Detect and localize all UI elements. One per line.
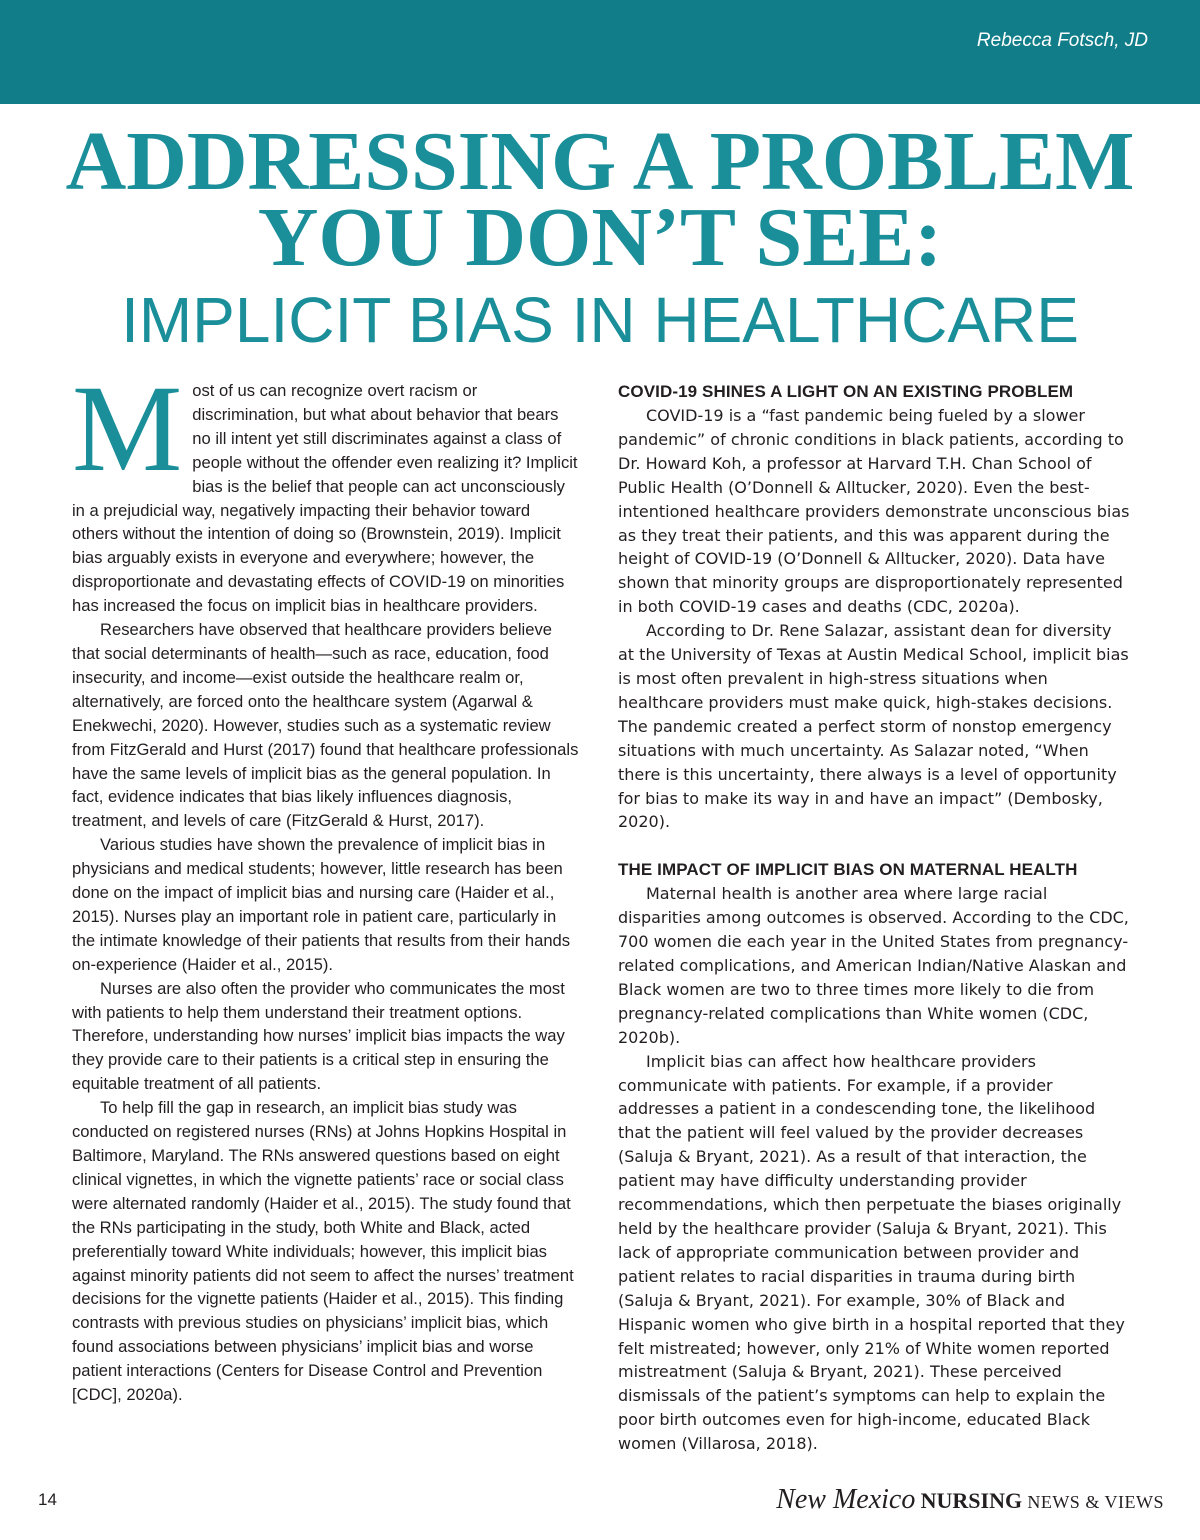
right-column	[618, 379, 1130, 1456]
paragraph-text: ost of us can recognize overt racism or discrimination, but what about behavior that bears no ill intent yet still discriminates against a class of people without the offender even realizing it? Implicit bias is the belief that people can act unconsciously in a prejudicial way, negatively impacting their behavior toward others without the intention of doing so (Brownstein, 2019). Implicit bias arguably exists in everyone and everywhere; however, the disproportionate and devastating effects of COVID-19 on minorities has increased the focus on implicit bias in healthcare providers.	[72, 381, 578, 616]
paragraph: Researchers have observed that healthcare providers believe that social determinants of health—such as race, education, food insecurity, and income—exist outside the healthcare realm or, alternatively, are forced onto the healthcare system (Agarwal & Enekwechi, 2020). However, studies such as a systematic review from FitzGerald and Hurst (2017) found that healthcare professionals have the same levels of implicit bias as the general population. In fact, evidence indicates that bias likely influences diagnosis, treatment, and levels of care (FitzGerald & Hurst, 2017).	[72, 620, 579, 831]
title-line-2: YOU DON’T SEE:	[257, 191, 943, 284]
paragraph: According to Dr. Rene Salazar, assistant dean for diversity at the University of Texas at Austin Medical School, implicit bias is most often prevalent in high-stress situations when healthcare providers must make quick, high-stakes decisions. The pandemic created a perfect storm of nonstop emergency situations with much uncertainty. As Salazar noted, “When there is this uncertainty, there always is a level of opportunity for bias to make its way in and have an impact” (Dembosky, 2020).	[618, 621, 1129, 832]
masthead-rest: NEWS & VIEWS	[1027, 1492, 1164, 1512]
section-spacer	[618, 834, 1130, 857]
paragraph: Maternal health is another area where large racial disparities among outcomes is observed. According to the CDC, 700 women die each year in the United States from pregnancy-related complications, and American Indian/Native Alaskan and Black women are two to three times more likely to die from pregnancy-related complications than White women (CDC, 2020b).	[618, 884, 1129, 1047]
title-line-1: ADDRESSING A PROBLEM	[65, 115, 1135, 208]
paragraph	[72, 360, 580, 618]
page-number: 14	[38, 1490, 57, 1509]
paragraph: Various studies have shown the prevalence of implicit bias in physicians and medical students; however, little research has been done on the impact of implicit bias and nursing care (Haider et al., 2015). Nurses play an important role in patient care, particularly in the intimate knowledge of their patients that results from their hands on-experience (Haider et al., 2015).	[72, 835, 571, 974]
author-byline: Rebecca Fotsch, JD	[976, 30, 1148, 51]
masthead-script: New Mexico	[776, 1484, 916, 1515]
left-column	[72, 360, 580, 1407]
article-title	[0, 115, 1200, 284]
section-heading: THE IMPACT OF IMPLICIT BIAS ON MATERNAL HEALTH	[618, 860, 1078, 880]
paragraph: Nurses are also often the provider who communicates the most with patients to help them understand their treatment options. Therefore, understanding how nurses’ implicit bias impacts the way they provide care to their patients is a critical step in ensuring the equitable treatment of all patients.	[72, 978, 565, 1094]
paragraph: Implicit bias can affect how healthcare providers communicate with patients. For example, if a provider addresses a patient in a condescending tone, the likelihood that the patient will feel valued by the provider decreases (Saluja & Bryant, 2021). As a result of that interaction, the patient may have difficulty understanding provider recommendations, which then perpetuate the biases originally held by the healthcare provider (Saluja & Bryant, 2021). This lack of appropriate communication between provider and patient relates to racial disparities in trauma during birth (Saluja & Bryant, 2021). For example, 30% of Black and Hispanic women who give birth in a hospital reported that they felt mistreated; however, only 21% of White women reported mistreatment (Saluja & Bryant, 2021). These perceived dismissals of the patient’s symptoms can help to explain the poor birth outcomes even for high-income, educated Black women (Villarosa, 2018).	[618, 1051, 1125, 1454]
masthead-bold: NURSING	[920, 1488, 1023, 1513]
paragraph: COVID-19 is a “fast pandemic being fueled by a slower pandemic” of chronic conditions in black patients, according to Dr. Howard Koh, a professor at Harvard T.H. Chan School of Public Health (O’Donnell & Alltucker, 2020). Even the best-intentioned healthcare providers demonstrate unconscious bias as they treat their patients, and this was apparent during the height of COVID-19 (O’Donnell & Alltucker, 2020). Data have shown that minority groups are disproportionately represented in both COVID-19 cases and deaths (CDC, 2020a).	[618, 406, 1130, 617]
publication-masthead	[776, 1484, 1164, 1516]
section-heading: COVID-19 SHINES A LIGHT ON AN EXISTING PROBLEM	[618, 382, 1074, 401]
header-banner	[0, 0, 1200, 104]
article-subtitle: IMPLICIT BIAS IN HEALTHCARE	[121, 284, 1079, 356]
paragraph: To help fill the gap in research, an implicit bias study was conducted on registered nurses (RNs) at Johns Hopkins Hospital in Baltimore, Maryland. The RNs answered questions based on eight clinical vignettes, in which the vignette patients’ race or social class were alternated randomly (Haider et al., 2015). The study found that the RNs participating in the study, both White and Black, acted preferentially toward White individuals; however, this implicit bias against minority patients did not seem to affect the nurses’ treatment decisions for the vignette patients (Haider et al., 2015). This finding contrasts with previous studies on physicians’ implicit bias, which found associations between physicians’ implicit bias and worse patient interactions (Centers for Disease Control and Prevention [CDC], 2020a).	[72, 1098, 574, 1405]
drop-cap: M	[72, 360, 183, 497]
